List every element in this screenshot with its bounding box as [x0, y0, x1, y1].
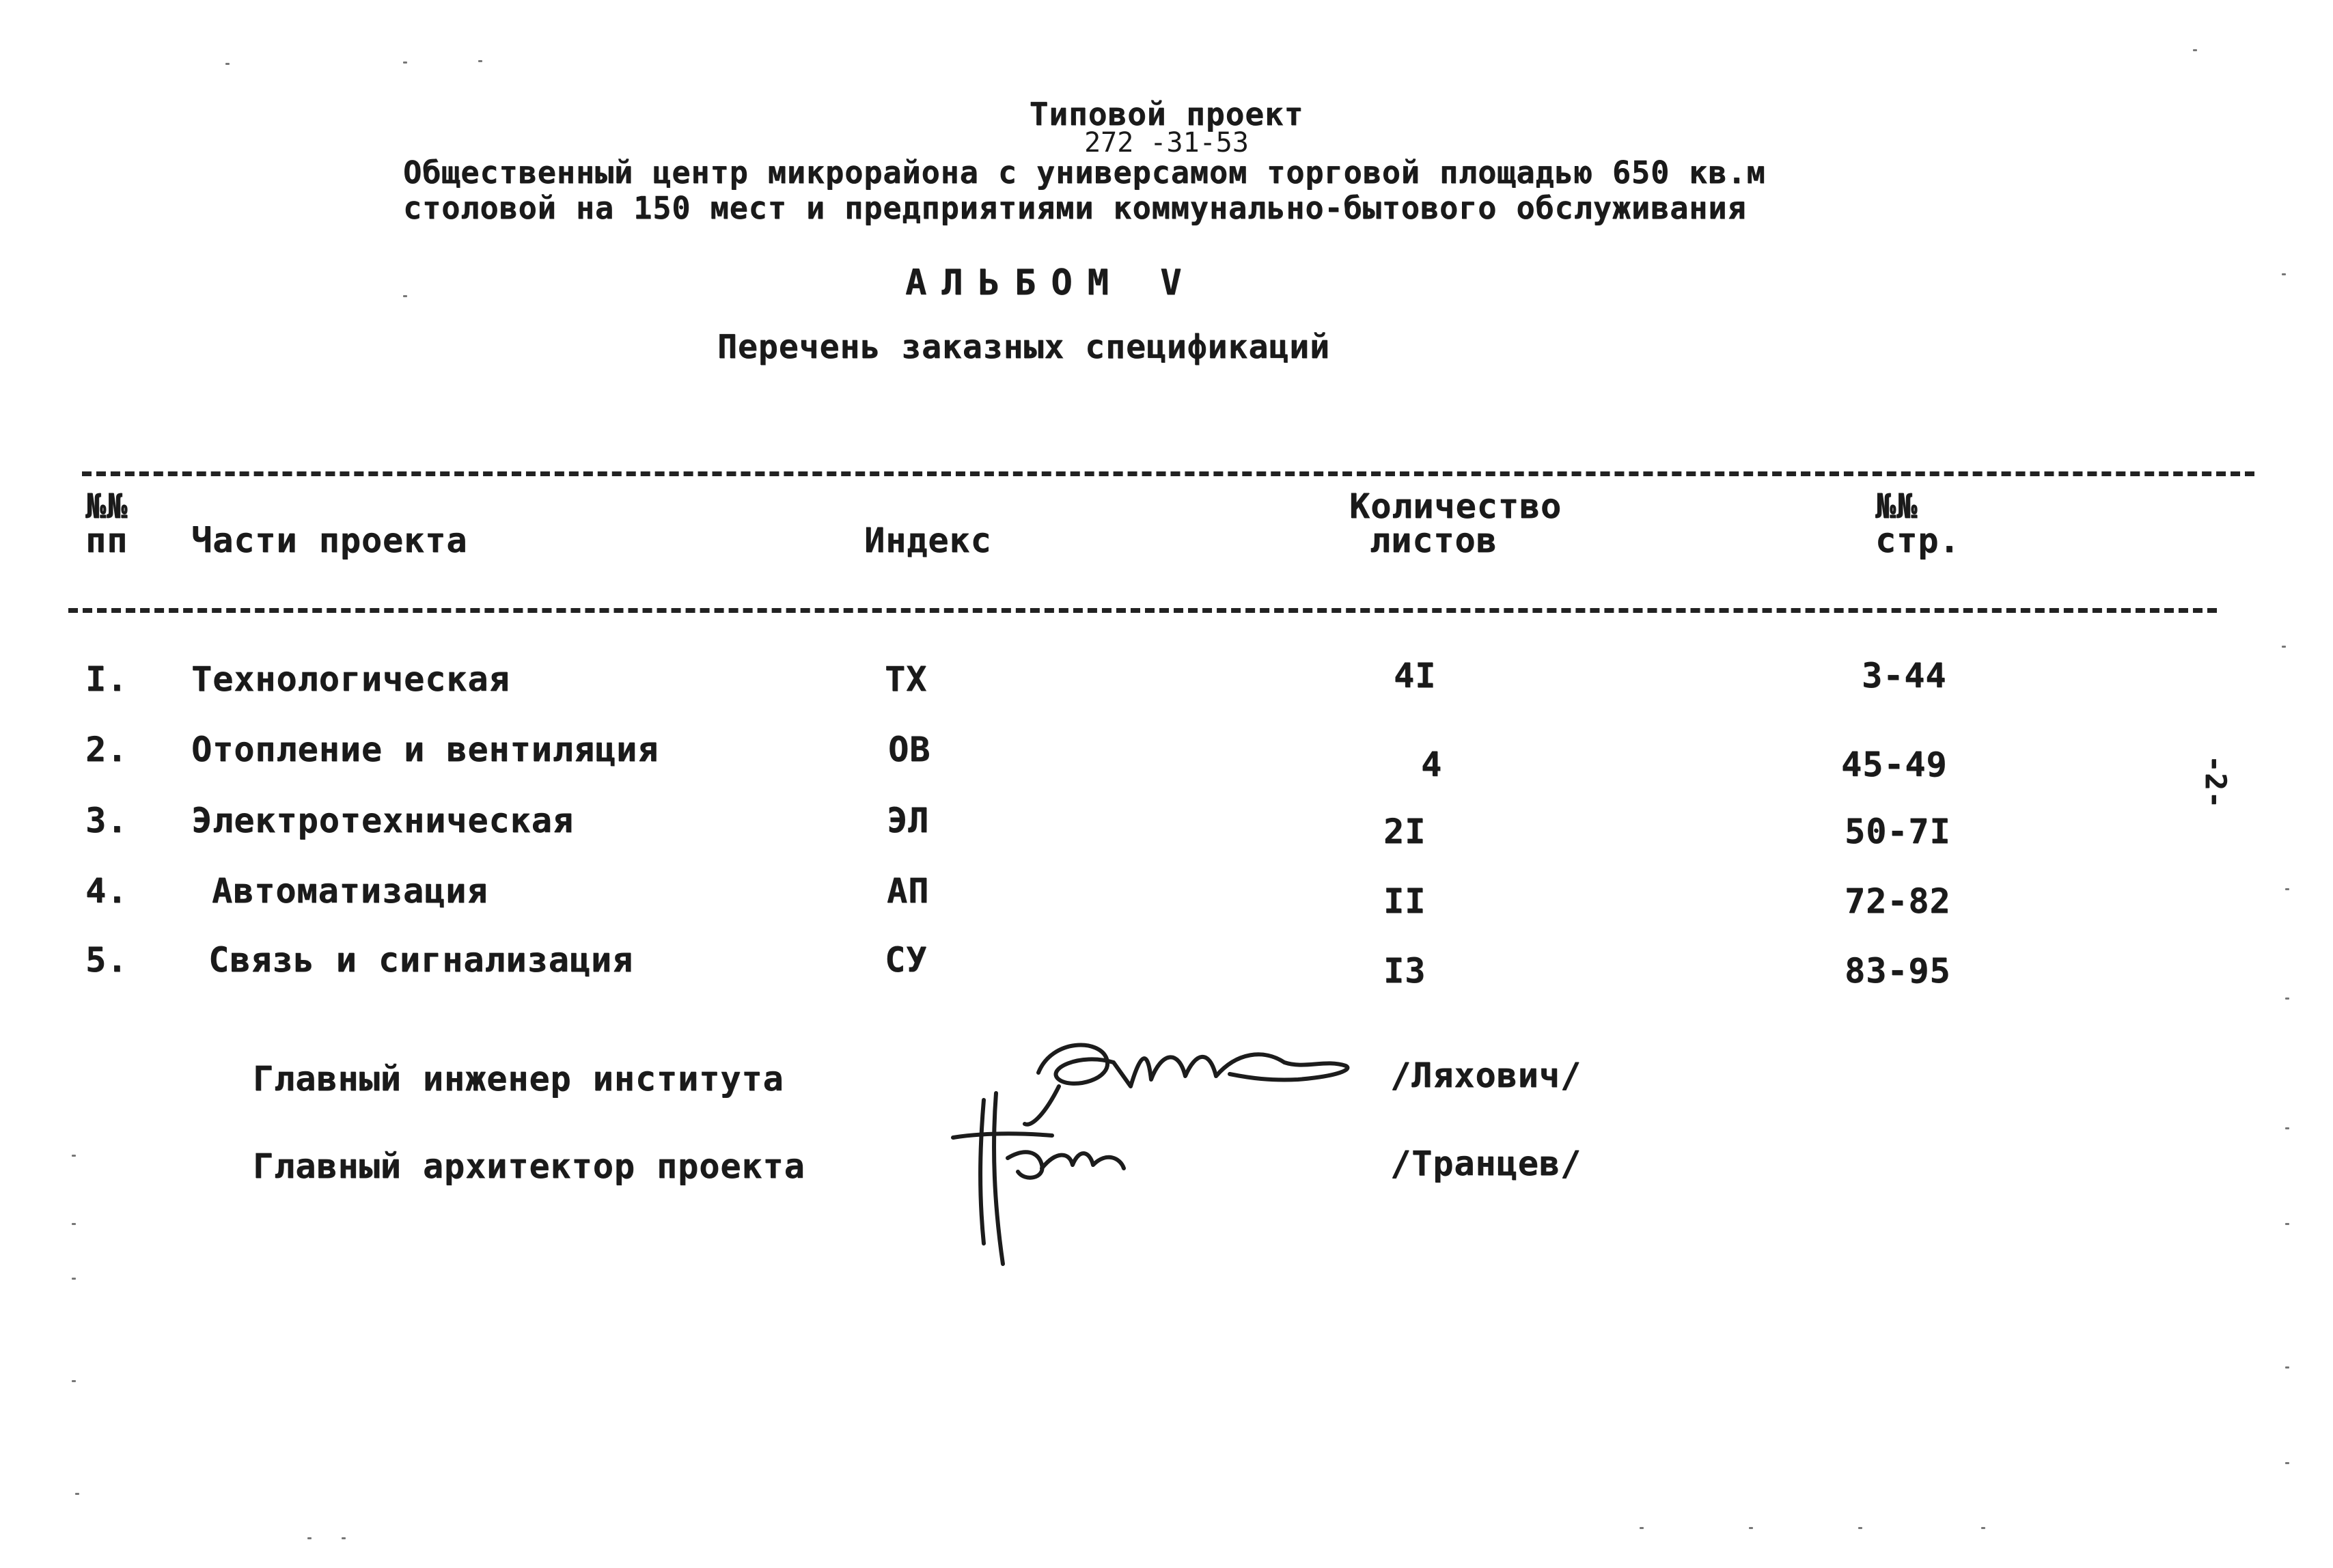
row-pages: 83-95: [1845, 951, 1951, 991]
scan-speck: [1640, 1527, 1644, 1529]
row-index: ТХ: [885, 659, 928, 699]
row-num: 2.: [85, 730, 128, 769]
page-number-mark: -2-: [2199, 755, 2233, 809]
handwritten-signatures: [943, 1011, 1407, 1278]
document-title: Типовой проект: [1029, 96, 1304, 133]
scan-speck: [2193, 49, 2197, 51]
row-num: I.: [85, 659, 128, 699]
scan-speck: [2285, 888, 2289, 890]
row-sheets: I3: [1383, 951, 1426, 991]
row-pages: 45-49: [1841, 745, 1948, 784]
row-num: 4.: [85, 871, 128, 911]
row-pages: 72-82: [1845, 881, 1951, 921]
col-header-sheets-2: листов: [1370, 521, 1497, 560]
scan-speck: [1749, 1527, 1753, 1529]
scan-speck: [2285, 1366, 2289, 1368]
signature-name-chief-architect: /Транцев/: [1390, 1144, 1582, 1183]
scan-speck: [2282, 646, 2286, 648]
scan-speck: [2282, 273, 2286, 275]
col-header-part: Части проекта: [191, 521, 468, 560]
table-header-rule: [68, 608, 2217, 613]
col-header-pages-1: №№: [1875, 486, 1918, 526]
row-index: СУ: [885, 940, 928, 980]
row-part: Технологическая: [191, 659, 510, 699]
col-header-sheets-1: Количество: [1349, 486, 1562, 526]
scan-speck: [75, 1493, 79, 1495]
scan-speck: [1858, 1527, 1862, 1529]
scan-speck: [2285, 1223, 2289, 1225]
scan-speck: [2285, 998, 2289, 1000]
description-line-2: столовой на 150 мест и предприятиями коммунально-бытового обслуживания: [403, 190, 1747, 226]
row-pages: 3-44: [1862, 656, 1947, 696]
col-header-num-2: пп: [85, 521, 128, 560]
scan-speck: [478, 60, 482, 62]
row-part: Отопление и вентиляция: [191, 730, 659, 769]
row-sheets: 4: [1421, 745, 1443, 784]
col-header-pages-2: стр.: [1875, 521, 1961, 560]
signature-role-chief-engineer: Главный инженер института: [253, 1059, 784, 1099]
row-num: 3.: [85, 801, 128, 840]
scan-speck: [72, 1278, 76, 1280]
table-top-rule: [82, 471, 2254, 476]
scan-speck: [307, 1537, 312, 1539]
scan-speck: [72, 1155, 76, 1157]
col-header-num-1: №№: [85, 486, 128, 526]
album-heading: АЛЬБОМ V: [905, 262, 1197, 303]
scan-speck: [1981, 1527, 1985, 1529]
row-sheets: 2I: [1383, 812, 1426, 851]
row-index: ЭЛ: [887, 801, 930, 840]
scan-speck: [342, 1537, 346, 1539]
scan-speck: [2285, 1127, 2289, 1129]
project-code: 272 -31-53: [1084, 127, 1249, 159]
row-index: АП: [887, 871, 930, 911]
row-part: Электротехническая: [191, 801, 574, 840]
row-num: 5.: [85, 940, 128, 980]
signature-name-chief-engineer: /Ляхович/: [1390, 1056, 1582, 1095]
col-header-index: Индекс: [864, 521, 992, 560]
signature-role-chief-architect: Главный архитектор проекта: [253, 1146, 805, 1186]
row-sheets: 4I: [1394, 656, 1437, 696]
row-pages: 50-7I: [1845, 812, 1951, 851]
row-sheets: II: [1383, 881, 1426, 921]
description-line-1: Общественный центр микрорайона с универсамом торговой площадью 650 кв.м: [403, 154, 1766, 191]
scan-speck: [403, 61, 407, 64]
row-index: ОВ: [888, 730, 931, 769]
row-part: Связь и сигнализация: [208, 940, 634, 980]
list-title: Перечень заказных спецификаций: [717, 328, 1330, 366]
scan-speck: [72, 1380, 76, 1382]
scan-speck: [2285, 1462, 2289, 1464]
scan-speck: [403, 295, 407, 297]
row-part: Автоматизация: [212, 871, 488, 911]
scan-speck: [225, 63, 230, 65]
scan-speck: [72, 1223, 76, 1225]
